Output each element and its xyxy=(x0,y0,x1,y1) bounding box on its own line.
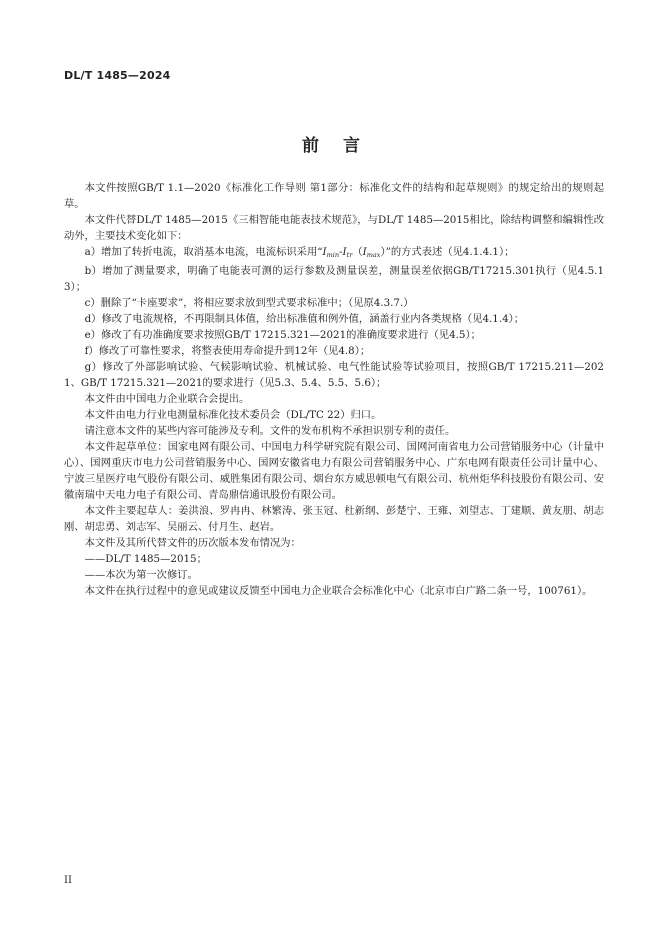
formula-i: I xyxy=(362,246,367,258)
document-code-header: DL/T 1485—2024 xyxy=(64,69,171,82)
version-history-item: ——DL/T 1485—2015； xyxy=(84,553,207,565)
version-history-item: ——本次为第一次修订。 xyxy=(84,569,198,581)
formula-sub-min: min xyxy=(326,251,340,259)
paragraph-committee: 本文件由电力行业电测量标准化技术委员会（DL/TC 22）归口。 xyxy=(84,409,382,421)
paragraph-drafting-rules: 本文件按照GB/T 1.1—2020《标准化工作导则 第1部分：标准化文件的结构和起草规则》的规定给出的规则起草。 xyxy=(64,182,604,210)
formula-i: I xyxy=(322,246,327,258)
change-item-a-text: a）增加了转折电流，取消基本电流，电流标识采用“ xyxy=(84,246,323,258)
preface-body xyxy=(64,180,604,599)
paragraph-feedback: 本文件在执行过程中的意见或建议反馈至中国电力企业联合会标准化中心（北京市白广路二条一号，100761）。 xyxy=(84,585,593,597)
paragraph-proposer: 本文件由中国电力企业联合会提出。 xyxy=(84,393,250,405)
formula-i: I xyxy=(342,246,347,258)
change-item-b: b）增加了测量要求，明确了电能表可测的运行参数及测量误差，测量误差依据GB/T17215.301执行（见4.5.13）； xyxy=(64,265,604,293)
formula-paren-close: ） xyxy=(380,246,386,258)
formula-paren-open: （ xyxy=(352,246,363,258)
change-item-g: g）修改了外部影响试验、气候影响试验、机械试验、电气性能试验等试验项目，按照GB/T 17215.211—2021、GB/T 17215.321—2021的要求进行（见5.3、5.4、5.5、5.6）； xyxy=(64,361,604,389)
formula-sub-max: max xyxy=(366,251,381,259)
formula-dash: - xyxy=(339,246,343,258)
change-item-a xyxy=(64,244,604,263)
paragraph-patent-notice: 请注意本文件的某些内容可能涉及专利。文件的发布机构不承担识别专利的责任。 xyxy=(84,425,456,437)
formula-sub-tr: tr xyxy=(346,251,353,259)
page-title: 前言 xyxy=(302,136,384,156)
change-item-e: e）修改了有功准确度要求按照GB/T 17215.321—2021的准确度要求进行（见4.5）； xyxy=(84,329,481,341)
paragraph-version-history: 本文件及其所代替文件的历次版本发布情况为： xyxy=(84,537,301,549)
change-item-f: f）修改了可靠性要求，将整表使用寿命提升到12年（见4.8）； xyxy=(84,345,371,357)
change-item-c: c）删除了“卡座要求”，将相应要求放到型式要求标准中；（见原4.3.7.） xyxy=(84,297,414,309)
paragraph-drafters: 本文件主要起草人：姜洪浪、罗冉冉、林繁涛、张玉冠、杜新纲、彭楚宁、王雍、刘望志、丁建顺、黄友朋、胡志刚、胡忠勇、刘志军、吴丽云、付月生、赵岩。 xyxy=(64,505,604,533)
page-number: II xyxy=(64,875,72,886)
paragraph-replacement: 本文件代替DL/T 1485—2015《三相智能电能表技术规范》，与DL/T 1485—2015相比，除结构调整和编辑性改动外，主要技术变化如下： xyxy=(64,214,604,242)
change-item-d: d）修改了电流规格，不再限制具体值，给出标准值和例外值，涵盖行业内各类规格（见4.1.4）； xyxy=(84,313,525,325)
paragraph-drafting-units: 本文件起草单位：国家电网有限公司、中国电力科学研究院有限公司、国网河南省电力公司营销服务中心（计量中心）、国网重庆市电力公司营销服务中心、国网安徽省电力有限公司营销服务中心、广东电网有限责任公司计量中心、宁波三星医疗电气股份有限公司、威胜集团有限公司、烟台东方威思顿电气有限公司、杭州炬华科技股份有限公司、安徽南瑞中天电力电子有限公司、青岛鼎信通讯股份有限公司。 xyxy=(64,441,604,501)
change-item-a-tail: ”的方式表述（见4.1.4.1）； xyxy=(385,246,515,258)
